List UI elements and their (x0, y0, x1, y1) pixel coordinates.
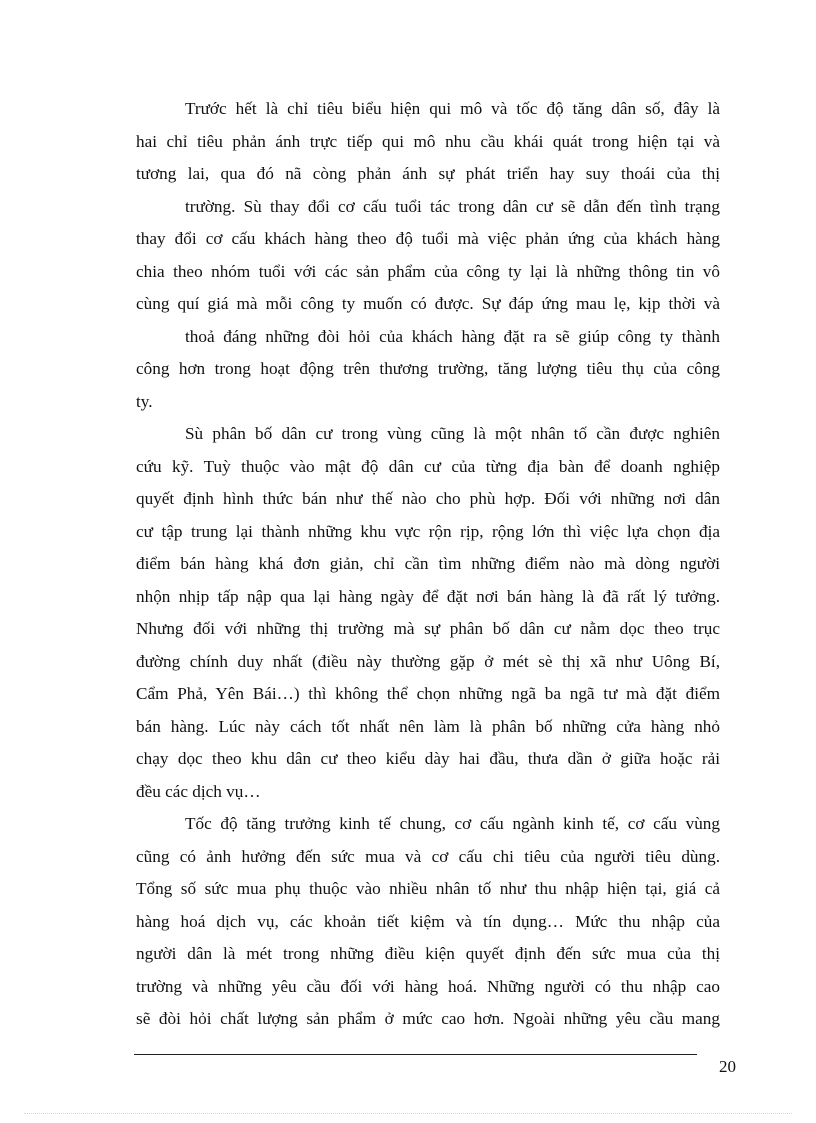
text-line: tương lai, qua đó nã còng phản ánh sự phát triển hay suy thoái của thị (136, 164, 720, 183)
text-line: cùng quí giá mà mỗi công ty muốn có được. Sự đáp ứng mau lẹ, kịp thời và (136, 294, 720, 313)
text-line: ty. (136, 391, 153, 411)
text-line: cứu kỹ. Tuỳ thuộc vào mật độ dân cư của từng địa bàn để doanh nghiệp (136, 456, 720, 476)
text-line: chia theo nhóm tuổi với các sản phẩm của công ty lại là những thông tin vô (136, 261, 720, 281)
footer-divider (134, 1054, 697, 1055)
page-number: 20 (719, 1057, 736, 1076)
text-line: trường. Sù thay đổi cơ cấu tuổi tác trong dân cư sẽ dẫn đến tình trạng (185, 196, 720, 216)
text-line: đường chính duy nhất (điều này thường gặp ở mét sè thị xã như Uông Bí, (136, 651, 720, 671)
text-line: Nhưng đối với những thị trường mà sự phân bố dân cư nằm dọc theo trục (136, 619, 720, 638)
text-line: điểm bán hàng khá đơn giản, chỉ cần tìm những điểm nào mà dòng người (136, 554, 720, 573)
text-line: quyết định hình thức bán như thế nào cho phù hợp. Đối với những nơi dân (136, 489, 720, 508)
body-text (136, 93, 720, 1036)
text-line: người dân là mét trong những điều kiện quyết định đến sức mua của thị (136, 944, 720, 963)
text-line: nhộn nhịp tấp nập qua lại hàng ngày để đặt nơi bán hàng là đã rất lý tưởng. (136, 586, 720, 606)
text-line: đều các dịch vụ… (136, 781, 261, 801)
text-line: thoả đáng những đòi hỏi của khách hàng đặt ra sẽ giúp công ty thành (185, 326, 720, 346)
text-line: chạy dọc theo khu dân cư theo kiểu dày hai đầu, thưa dần ở giữa hoặc rải (136, 749, 720, 768)
text-line: Tổng số sức mua phụ thuộc vào nhiều nhân tố như thu nhập hiện tại, giá cả (136, 879, 720, 898)
text-line: hàng hoá dịch vụ, các khoản tiết kiệm và tín dụng… Mức thu nhập của (136, 911, 720, 931)
text-line: hai chỉ tiêu phản ánh trực tiếp qui mô nhu cầu khái quát trong hiện tại và (136, 131, 720, 151)
text-line: Cẩm Phả, Yên Bái…) thì không thể chọn những ngã ba ngã tư mà đặt điểm (136, 684, 720, 703)
text-line: cư tập trung lại thành những khu vực rộn rịp, rộng lớn thì việc lựa chọn địa (136, 521, 720, 541)
text-line: Sù phân bố dân cư trong vùng cũng là một nhân tố cần được nghiên (185, 424, 720, 443)
text-line: Tốc độ tăng trưởng kinh tế chung, cơ cấu ngành kinh tế, cơ cấu vùng (185, 814, 720, 833)
text-line: bán hàng. Lúc này cách tốt nhất nên làm là phân bố những cửa hàng nhỏ (136, 716, 720, 736)
text-line: trường và những yêu cầu đối với hàng hoá. Những người có thu nhập cao (136, 976, 720, 996)
page-edge-divider (24, 1113, 792, 1114)
text-line: Trước hết là chỉ tiêu biểu hiện qui mô và tốc độ tăng dân số, đây là (185, 99, 720, 118)
text-line: cũng có ảnh hưởng đến sức mua và cơ cấu chi tiêu của người tiêu dùng. (136, 846, 720, 866)
text-line: thay đổi cơ cấu khách hàng theo độ tuổi mà việc phản ứng của khách hàng (136, 229, 720, 248)
text-line: sẽ đòi hỏi chất lượng sản phẩm ở mức cao hơn. Ngoài những yêu cầu mang (136, 1009, 720, 1028)
text-line: công hơn trong hoạt động trên thương trường, tăng lượng tiêu thụ của công (136, 359, 720, 378)
